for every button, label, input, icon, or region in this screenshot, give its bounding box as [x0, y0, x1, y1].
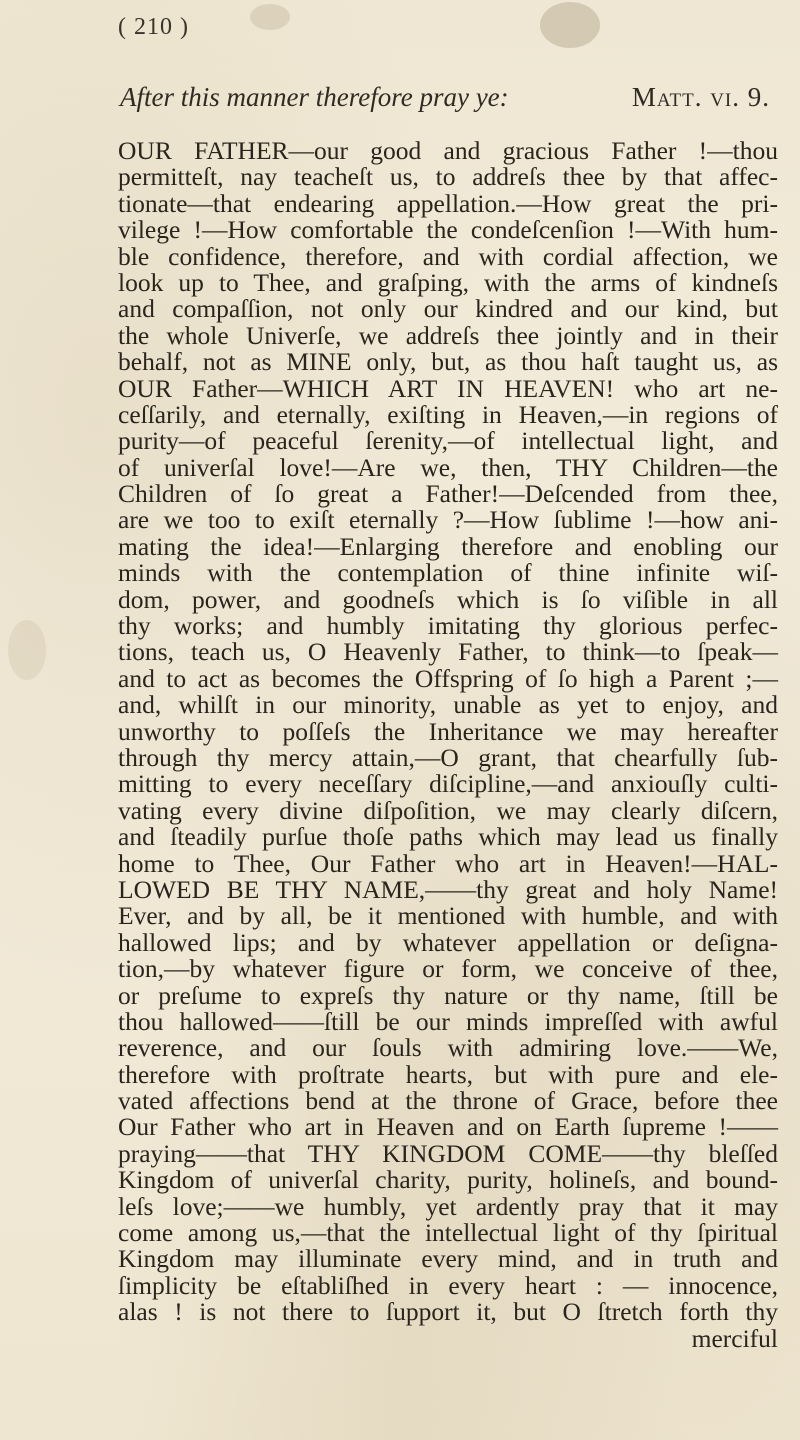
text-line: tion,—by whatever figure or form, we conceive of thee, — [118, 954, 778, 984]
page-number: ( 210 ) — [118, 14, 189, 40]
paper-stain — [250, 4, 290, 30]
prayer-text — [118, 138, 778, 1352]
text-line: Ever, and by all, be it mentioned with humble, and with — [118, 901, 778, 931]
text-line: OUR Father—WHICH ART IN HEAVEN! who art ne- — [118, 373, 778, 403]
text-line: vated affections bend at the throne of Grace, before thee — [118, 1086, 778, 1116]
paper-stain — [8, 620, 46, 680]
text-line: ſimplicity be eſtabliſhed in every heart : — innocence, — [118, 1270, 778, 1300]
text-line: dom, power, and goodneſs which is ſo viſible in all — [118, 584, 778, 614]
catchword: merciful — [691, 1323, 778, 1353]
text-line: and ſteadily purſue thoſe paths which may lead us finally — [118, 822, 778, 852]
text-line: the whole Univerſe, we addreſs thee jointly and in their — [118, 320, 778, 350]
text-line: minds with the contemplation of thine infinite wiſ- — [118, 558, 778, 588]
text-line: and to act as becomes the Offspring of ſo high a Parent ;— — [118, 663, 778, 693]
text-line: ble confidence, therefore, and with cordial affection, we — [118, 241, 778, 271]
text-line: and compaſſion, not only our kindred and our kind, but — [118, 294, 778, 324]
text-line: mitting to every neceſſary diſcipline,—and anxiouſly culti- — [118, 769, 778, 799]
text-line: vilege !—How comfortable the condeſcenſion !—With hum- — [118, 215, 778, 245]
text-line: unworthy to poſſeſs the Inheritance we may hereafter — [118, 716, 778, 746]
running-head — [120, 82, 770, 118]
text-line: home to Thee, Our Father who art in Heaven!—HAL- — [118, 848, 778, 878]
text-line: leſs love;——we humbly, yet ardently pray that it may — [118, 1191, 778, 1221]
text-line: permitteſt, nay teacheſt us, to addreſs thee by that affec- — [118, 162, 778, 192]
running-head-right: Matt. vi. 9. — [631, 82, 770, 112]
text-line: Kingdom may illuminate every mind, and in truth and — [118, 1244, 778, 1274]
text-line: Our Father who art in Heaven and on Earth ſupreme !—— — [118, 1112, 778, 1142]
paper-stain — [540, 2, 600, 48]
text-line: Children of ſo great a Father!—Deſcended from thee, — [118, 479, 778, 509]
text-line: tionate—that endearing appellation.—How great the pri- — [118, 188, 778, 218]
text-line: are we too to exiſt eternally ?—How ſublime !—how ani- — [118, 505, 778, 535]
text-line: reverence, and our ſouls with admiring love.——We, — [118, 1033, 778, 1063]
text-line: mating the idea!—Enlarging therefore and enobling our — [118, 531, 778, 561]
text-line: therefore with proſtrate hearts, but with pure and ele- — [118, 1059, 778, 1089]
text-line: through thy mercy attain,—O grant, that chearfully ſub- — [118, 742, 778, 772]
text-line: or preſume to expreſs thy nature or thy name, ſtill be — [118, 980, 778, 1010]
text-line: alas ! is not there to ſupport it, but O ſtretch forth thy — [118, 1297, 778, 1327]
text-line: ceſſarily, and eternally, exiſting in Heaven,—in regions of — [118, 399, 778, 429]
text-line: of univerſal love!—Are we, then, THY Children—the — [118, 452, 778, 482]
running-head-left: After this manner therefore pray ye: — [120, 82, 509, 112]
text-line: praying——that THY KINGDOM COME——thy bleſſed — [118, 1138, 778, 1168]
text-line: behalf, not as MINE only, but, as thou haſt taught us, as — [118, 347, 778, 377]
text-line: look up to Thee, and graſping, with the arms of kindneſs — [118, 267, 778, 297]
text-line: vating every divine diſpoſition, we may clearly diſcern, — [118, 795, 778, 825]
text-line: hallowed lips; and by whatever appellation or deſigna- — [118, 927, 778, 957]
text-line: Kingdom of univerſal charity, purity, holineſs, and bound- — [118, 1165, 778, 1195]
text-line: OUR FATHER—our good and gracious Father !—thou — [118, 136, 778, 165]
text-line: and, whilſt in our minority, unable as yet to enjoy, and — [118, 690, 778, 720]
text-line: LOWED BE THY NAME,——thy great and holy Name! — [118, 874, 778, 904]
text-line: thou hallowed——ſtill be our minds impreſſed with awful — [118, 1006, 778, 1036]
text-line: come among us,—that the intellectual light of thy ſpiritual — [118, 1218, 778, 1248]
text-line: purity—of peaceful ſerenity,—of intellectual light, and — [118, 426, 778, 456]
text-line: tions, teach us, O Heavenly Father, to think—to ſpeak— — [118, 637, 778, 667]
text-line: thy works; and humbly imitating thy glorious perfec- — [118, 611, 778, 641]
